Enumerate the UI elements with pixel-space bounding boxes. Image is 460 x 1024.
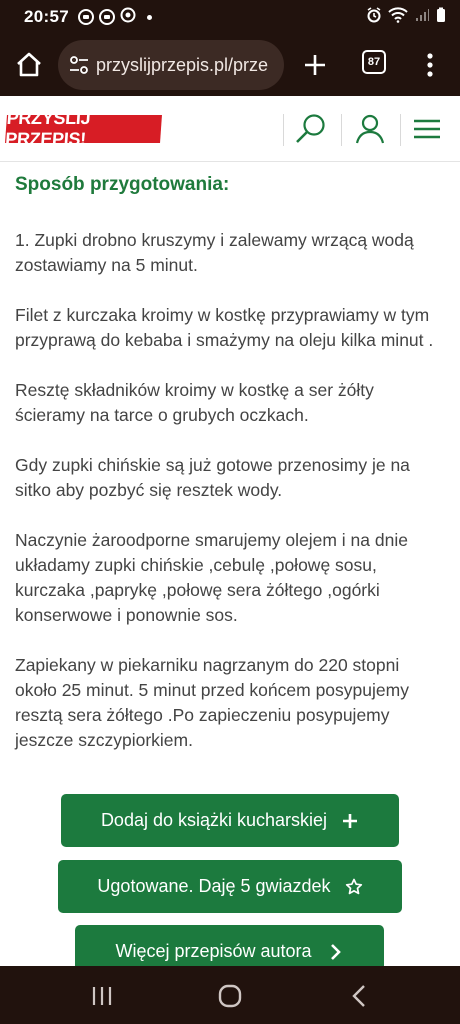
system-nav-bar [0,966,460,1024]
back-icon[interactable] [346,982,374,1010]
section-title: Sposób przygotowania: [15,174,230,195]
site-logo[interactable] [4,108,162,149]
url-text[interactable]: przyslijprzepis.pl/prze [96,54,269,75]
user-icon[interactable] [353,112,387,146]
notification-icon [78,9,94,25]
more-vertical-icon[interactable] [420,50,440,80]
add-to-cookbook-button[interactable] [61,794,399,847]
step-text: Zapiekany w piekarniku nagrzanym do 220 stopni około 25 minut. 5 minut przed końcem posypujemy resztą sera żółtego .Po zapieczeniu posypujemy jeszcze szczypiorkiem. [15,655,409,750]
signal-icon [414,7,430,28]
more-author-recipes-label: Więcej przepisów autora [115,941,312,961]
dot-icon [147,15,152,20]
cooked-rate-label: Ugotowane. Daję 5 gwiazdek [97,876,331,896]
status-left-icons [78,7,152,28]
status-right-icons [366,7,446,28]
alarm-icon [366,7,382,28]
tab-count: 87 [367,56,381,68]
browser-toolbar [0,34,460,96]
notification-icon [99,9,115,25]
cooked-rate-button[interactable] [58,860,402,913]
step-text: Resztę składników kroimy w kostkę a ser żółty ścieramy na tarce o grubych oczkach. [15,380,374,425]
home-icon[interactable] [14,50,44,80]
steps-list [15,228,445,753]
recent-apps-icon[interactable] [88,982,116,1010]
chevron-right-icon [326,943,344,961]
home-circle-icon[interactable] [216,982,244,1010]
step-text: Naczynie żaroodporne smarujemy olejem i na dnie układamy zupki chińskie ,cebulę ,połowę sosu, kurczaka ,paprykę ,połowę sera żółtego ,ogórki konserwowe i ponownie sos. [15,530,408,625]
hamburger-icon[interactable] [410,112,444,146]
site-header [0,96,460,162]
header-divider [341,114,342,146]
header-divider [283,114,284,146]
step-text: Filet z kurczaka kroimy w kostkę przyprawiamy w tym przyprawą do kebaba i smażymy na oleju kilka minut . [15,305,434,350]
battery-icon [436,7,446,28]
star-icon [345,878,363,896]
plus-icon [341,812,359,830]
status-time: 20:57 [24,7,69,26]
tabs-icon[interactable] [362,50,386,74]
chrome-icon [120,7,136,28]
wifi-icon [388,7,408,28]
header-divider [400,114,401,146]
search-icon[interactable] [294,112,328,146]
status-bar [0,0,460,34]
address-bar[interactable] [58,40,284,90]
plus-icon[interactable] [300,50,330,80]
logo-text: PRZYŚLIJ PRZEPIS! [4,108,92,149]
step-text: Gdy zupki chińskie są już gotowe przenosimy je na sitko aby pozbyć się resztek wody. [15,455,410,500]
tune-icon[interactable] [68,54,90,76]
recipe-instructions [15,162,445,778]
add-to-cookbook-label: Dodaj do książki kucharskiej [100,810,328,830]
step-text: 1. Zupki drobno kruszymy i zalewamy wrzącą wodą zostawiamy na 5 minut. [15,230,414,275]
